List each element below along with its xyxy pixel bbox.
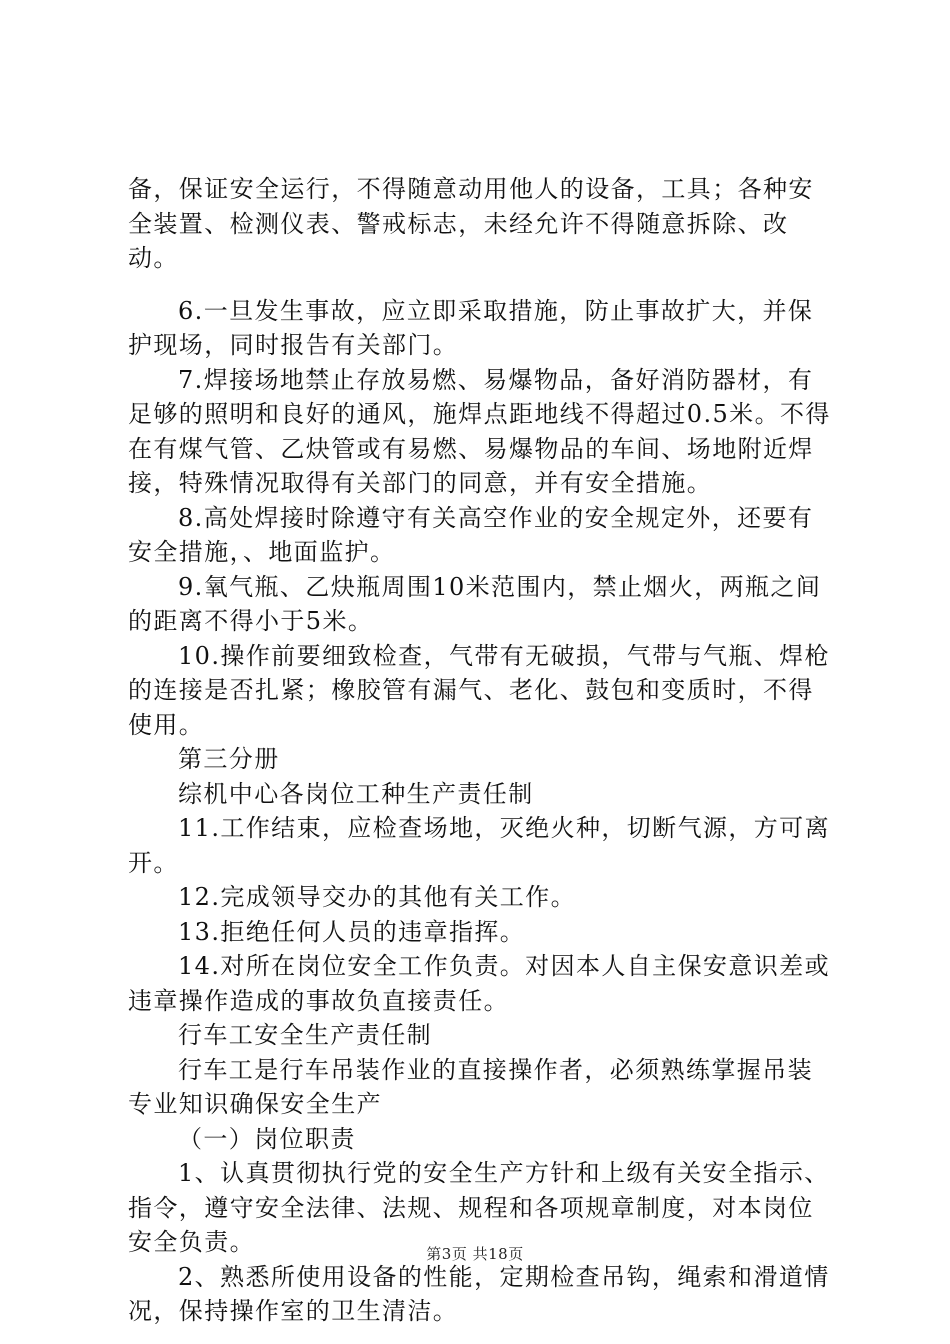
paragraph-continued: 备，保证安全运行，不得随意动用他人的设备，工具；各种安全装置、检测仪表、警戒标志，未经允许不得随意拆除、改动。: [128, 175, 814, 272]
paragraph-item-6: 6.一旦发生事故，应立即采取措施，防止事故扩大，并保护现场，同时报告有关部门。: [128, 296, 814, 359]
section-heading-center: 综机中心各岗位工种生产责任制: [178, 779, 534, 808]
section-heading-crane-operator: 行车工安全生产责任制: [178, 1021, 432, 1049]
paragraph-duty-2: 2、熟悉所使用设备的性能，定期检查吊钩，绳索和滑道情况，保持操作室的卫生清洁。: [128, 1262, 830, 1325]
subsection-heading-duties: （一）岗位职责: [178, 1124, 356, 1153]
paragraph-item-9: 9.氧气瓶、乙炔瓶周围10米范围内，禁止烟火，两瓶之间的距离不得小于5米。: [128, 572, 822, 635]
paragraph-item-11: 11.工作结束，应检查场地，灭绝火种，切断气源，方可离开。: [128, 814, 830, 877]
document-body: [128, 172, 833, 1329]
page-number-footer: 第3页 共18页: [426, 1245, 524, 1263]
paragraph-item-12: 12.完成领导交办的其他有关工作。: [178, 883, 576, 911]
paragraph-duty-1: 1、认真贯彻执行党的安全生产方针和上级有关安全指示、指令，遵守安全法律、法规、规程和各项规章制度，对本岗位安全负责。: [128, 1159, 830, 1256]
section-heading-volume: 第三分册: [178, 745, 280, 773]
paragraph-item-13: 13.拒绝任何人员的违章指挥。: [178, 917, 526, 946]
paragraph-item-10: 10.操作前要细致检查，气带有无破损，气带与气瓶、焊枪的连接是否扎紧；橡胶管有漏气、老化、鼓包和变质时，不得使用。: [128, 641, 830, 739]
paragraph-item-7: 7.焊接场地禁止存放易燃、易爆物品，备好消防器材，有足够的照明和良好的通风，施焊点距地线不得超过0.5米。不得在有煤气管、乙炔管或有易燃、易爆物品的车间、场地附近焊接，特殊情况取得有关部门的同意，并有安全措施。: [128, 365, 831, 497]
paragraph-item-8: 8.高处焊接时除遵守有关高空作业的安全规定外，还要有安全措施，、地面监护。: [128, 503, 814, 566]
paragraph-intro: 行车工是行车吊装作业的直接操作者，必须熟练掌握吊装专业知识确保安全生产: [128, 1055, 813, 1118]
paragraph-item-14: 14.对所在岗位安全工作负责。对因本人自主保安意识差或违章操作造成的事故负直接责任。: [128, 952, 830, 1015]
